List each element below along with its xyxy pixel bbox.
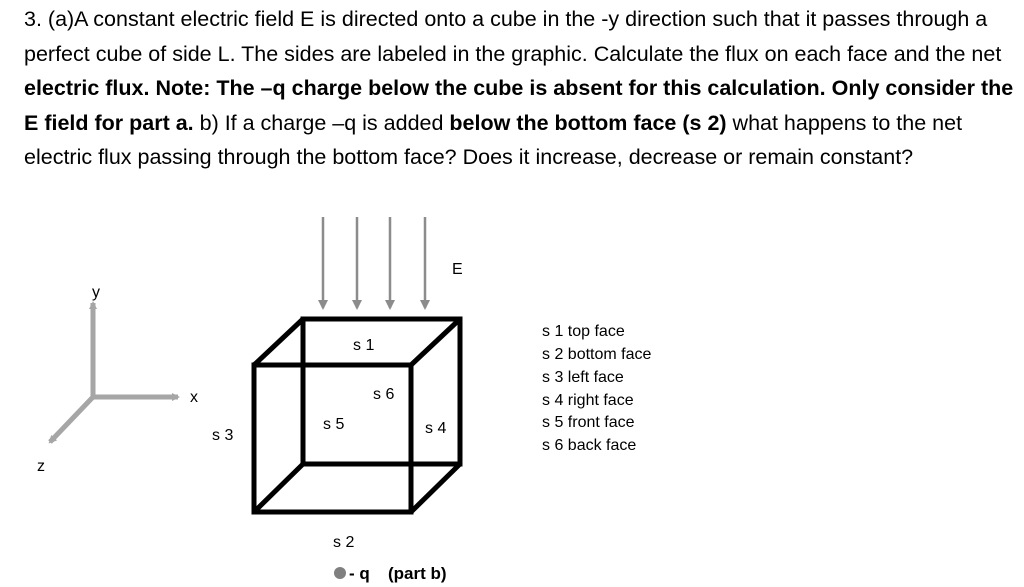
legend-item: s 6 back face: [542, 437, 637, 454]
problem-question-text: what happens to the net electric flux passing through the bottom face? Does it increase, decrease or remain constant?: [24, 110, 963, 169]
problem-part-a-text: 3. (a)A constant electric field E is directed onto a cube in the -y direction such that it passes through a perfect cube of side L. The sides are labeled in the graphic. Calculate the flux on each face and the net: [24, 7, 1002, 66]
face-label-s3: s 3: [212, 427, 234, 444]
cube-edge: [254, 464, 303, 512]
legend-item: s 3 left face: [542, 369, 624, 386]
field-label: E: [452, 261, 463, 278]
problem-bold-bottom-face: below the bottom face (s 2): [449, 110, 727, 135]
face-label-s2: s 2: [333, 534, 355, 551]
problem-part-b-text: b) If a charge –q is added: [193, 110, 450, 135]
face-label-s4: s 4: [425, 420, 447, 437]
x-axis-label: x: [190, 389, 198, 406]
charge-symbol: - q: [349, 564, 370, 583]
face-label-s1: s 1: [353, 337, 375, 354]
cube-edge: [411, 319, 460, 365]
electric-field-arrows: [323, 217, 463, 308]
legend-item: s 4 right face: [542, 392, 634, 409]
z-axis-label: z: [37, 458, 45, 475]
legend-item: s 5 front face: [542, 414, 635, 431]
z-axis: [50, 397, 93, 442]
y-axis-label: y: [92, 284, 100, 301]
face-label-s5: s 5: [323, 416, 345, 433]
legend-item: s 2 bottom face: [542, 346, 652, 363]
coordinate-axes: [37, 284, 198, 475]
charge: [334, 564, 447, 583]
charge-part-b-note: (part b): [388, 564, 447, 583]
face-label-s6: s 6: [373, 386, 395, 403]
cube-edge: [411, 464, 460, 512]
cube-edge: [254, 319, 303, 365]
face-legend: [542, 323, 651, 454]
problem-bold-note: electric flux. Note: The –q charge below the cube is absent for this calculation. Only consider the E field for part a.: [24, 76, 1014, 135]
charge-dot: [334, 567, 346, 579]
legend-item: s 1 top face: [542, 323, 625, 340]
